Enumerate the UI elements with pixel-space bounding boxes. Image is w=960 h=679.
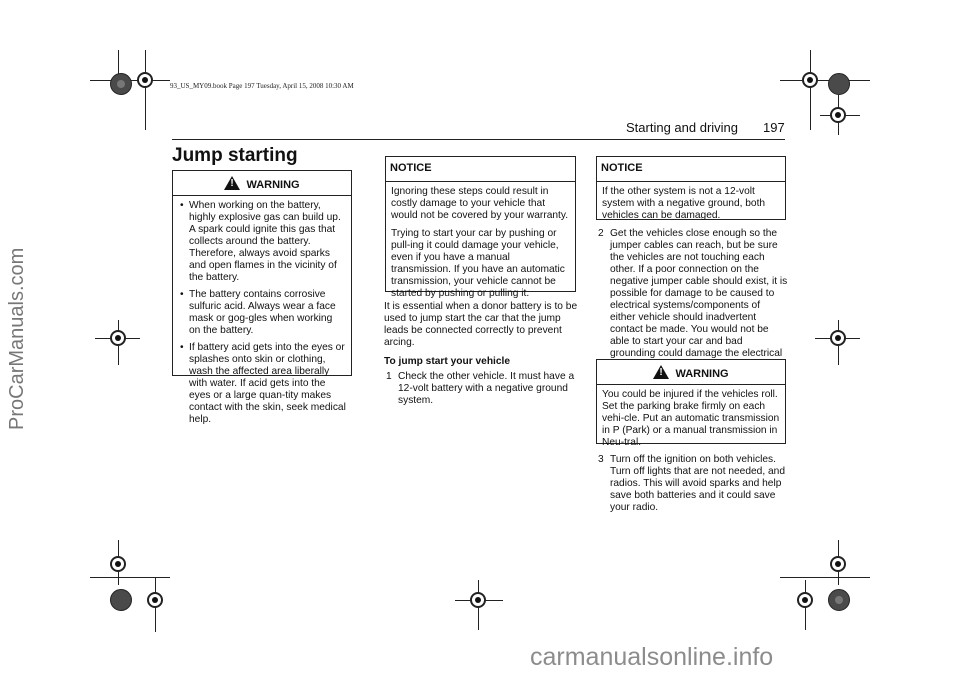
notice-paragraph: Trying to start your car by pushing or pull-ing it could damage your vehicle, even if you have a manual transmission. If you have an automatic transmission, your vehicle cannot be started by pushing or pulling it. — [391, 228, 565, 299]
warning-box — [172, 170, 352, 425]
registration-mark-icon — [830, 556, 846, 572]
warning-label: WARNING — [675, 368, 729, 380]
notice-heading: NOTICE — [597, 157, 785, 182]
color-target-icon — [110, 589, 132, 611]
bottom-watermark: carmanualsonline.info — [530, 643, 774, 671]
registration-mark-icon — [797, 592, 813, 608]
registration-mark-icon — [110, 556, 126, 572]
procedure-heading: To jump start your vehicle — [384, 356, 511, 367]
warning-label: WARNING — [246, 179, 300, 191]
warning-item: • If battery acid gets into the eyes or splashes onto skin or clothing, wash the affected area liberally with water. If acid gets into the eyes or a large quan-tity makes contact with the skin, seek medical help. — [189, 342, 346, 426]
side-watermark: ProCarManuals.com — [6, 247, 28, 430]
warning-item: • The battery contains corrosive sulfuric acid. Always wear a face mask or gog-gles when working on the battery. — [189, 289, 346, 337]
section-header: Starting and driving — [626, 120, 739, 135]
warning-triangle-icon — [653, 365, 669, 379]
step-number: 1 — [386, 371, 392, 382]
warning-paragraph: You could be injured if the vehicles roll. Set the parking brake firmly on each vehi-cle. Put an automatic transmission in P (Park) or a manual transmission in Neu-tral. — [602, 389, 780, 448]
color-target-icon — [828, 589, 850, 611]
registration-mark-icon — [802, 72, 818, 88]
middle-column-text — [384, 301, 578, 407]
step-2 — [596, 228, 788, 372]
color-target-icon — [110, 73, 132, 95]
page-title: Jump starting — [172, 145, 298, 166]
warning-list — [178, 200, 346, 426]
step-1 — [384, 371, 578, 407]
step-number: 3 — [598, 454, 604, 465]
book-info: 93_US_MY09.book Page 197 Tuesday, April 15, 2008 10:30 AM — [170, 82, 354, 90]
warning-item: • When working on the battery, highly explosive gas can build up. A spark could ignite this gas that collects around the battery. Therefore, always avoid sparks and open flames in the vicinity of the battery. — [189, 200, 346, 284]
registration-mark-icon — [110, 330, 126, 346]
warning-heading — [597, 360, 785, 385]
notice-heading: NOTICE — [386, 157, 575, 182]
warning-heading — [173, 171, 351, 196]
registration-mark-icon — [137, 72, 153, 88]
notice-box — [385, 156, 576, 299]
notice-paragraph: If the other system is not a 12-volt system with a negative ground, both vehicles can be damaged. — [602, 186, 766, 221]
step-text: Turn off the ignition on both vehicles. Turn off lights that are not needed, and radios. This will avoid sparks and help save both batteries and it could save your radio. — [610, 454, 786, 513]
page-number: 197 — [763, 120, 785, 135]
registration-mark-icon — [147, 592, 163, 608]
step-text: Check the other vehicle. It must have a 12-volt battery with a negative ground system. — [398, 371, 575, 406]
step-3 — [596, 454, 788, 514]
warning-triangle-icon — [224, 176, 240, 190]
registration-mark-icon — [830, 330, 846, 346]
step-number: 2 — [598, 228, 604, 239]
step-text: Get the vehicles close enough so the jumper cables can reach, but be sure the vehicles are not touching each other. If a poor connection on the negative jumper cable should exist, it is possible for damage to be caused to electrical systems/components of either vehicle should inadvertent contact be made. You would not be able to start your car and bad grounding could damage the electrical — [610, 228, 788, 359]
intro-paragraph: It is essential when a donor battery is to be used to jump start the car that the jump leads be connected correctly to prevent arcing. — [384, 301, 578, 348]
registration-mark-icon — [470, 592, 486, 608]
header-rule — [172, 139, 785, 140]
warning-box — [596, 359, 786, 448]
color-target-icon — [828, 73, 850, 95]
notice-paragraph: Ignoring these steps could result in costly damage to your vehicle that would not be covered by your warranty. — [391, 186, 569, 221]
registration-mark-icon — [830, 107, 846, 123]
notice-box — [596, 156, 786, 220]
